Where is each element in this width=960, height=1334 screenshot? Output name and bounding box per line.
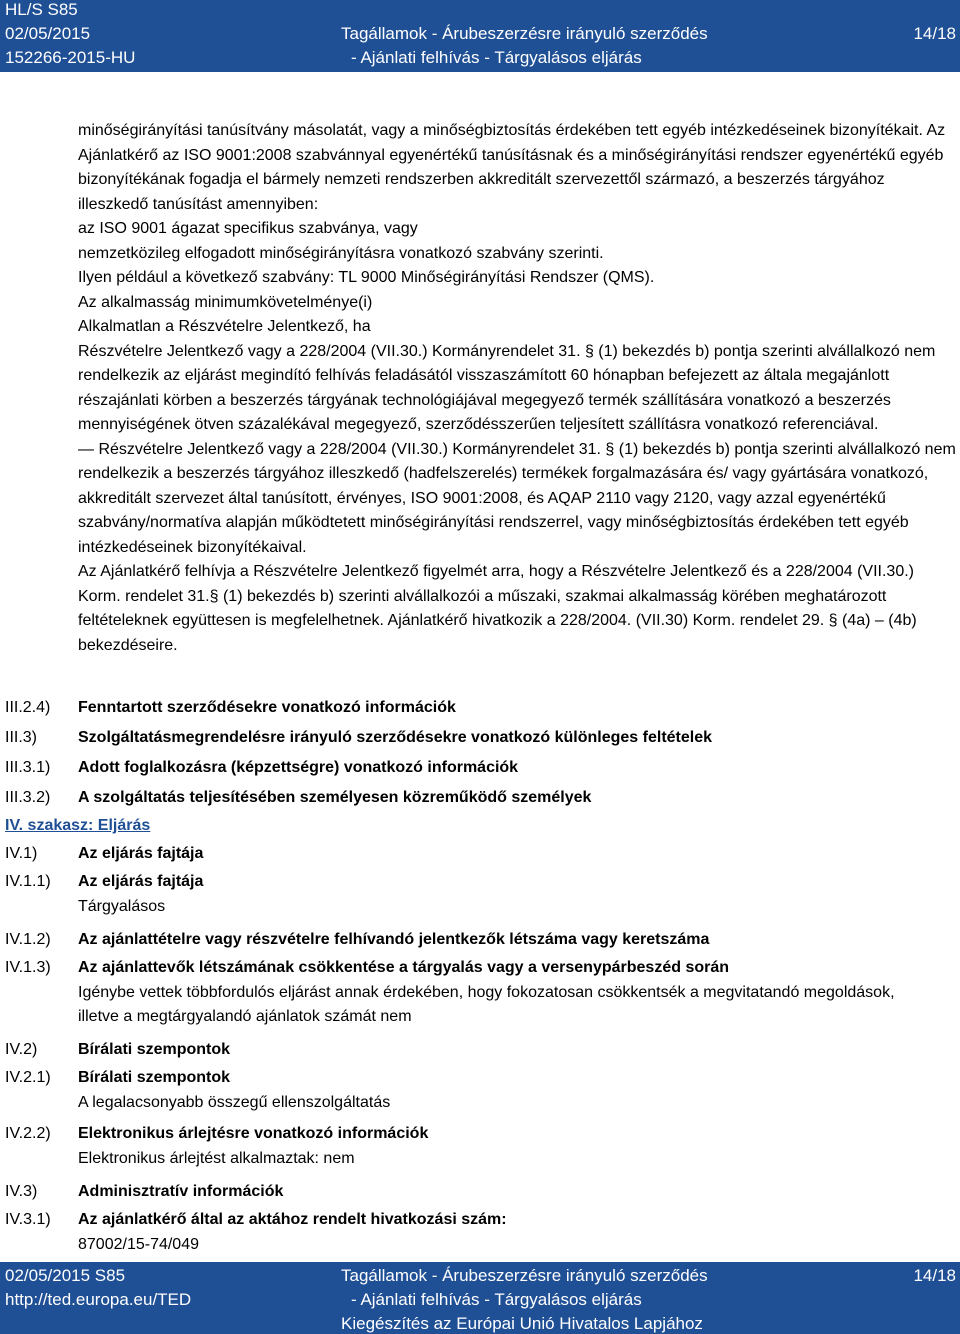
body-paragraph: Az Ajánlatkérő felhívja a Részvételre Jelentkező figyelmét arra, hogy a Részvételre Jelentkező és a 228/2004 (VII.30.) Korm. rendelet 31.§ (1) bekezdés b) szerinti alvállalkozói a műszaki, szakmai alkalmasság körében meghatározott feltételeknek együttesen is megfelelhetnek. Ajánlatkérő hivatkozik a 228/2004. (VII.30) Korm. rendelet 29. § (4a) – (4b) bekezdéseire. (78, 563, 917, 654)
body-paragraph: Részvételre Jelentkező vagy a 228/2004 (VII.30.) Kormányrendelet 31. § (1) bekezdés b) pontja szerinti alvállalkozó nem rendelkezik az eljárást megindító felhívás feladásától visszaszámított 60 hónapban befejezett az általa megajánlott részajánlati körben a beszerzés tárgyának technológiájával megegyező termék szállítására vonatkozó a beszerzés mennyiségének ötven százalékával megegyező, szerződésszerűen teljesített szállításra vonatkozó referenciával. (78, 342, 936, 433)
section-title: Bírálati szempontok (78, 1041, 231, 1058)
page-footer (0, 1262, 960, 1334)
section-row (0, 839, 956, 869)
section-title: Az eljárás fajtája (78, 845, 204, 862)
body-paragraph: — Részvételre Jelentkező vagy a 228/2004 (VII.30.) Kormányrendelet 31. § (1) bekezdés b) pontja szerinti alvállalkozó nem rendelkezik a beszerzés tárgyához illeszkedő (hadfelszerelés) termékek forgalmazására és/ vagy gyártására vonatkozó, akkreditált szervezet által tanúsított, érvényes, ISO 9001:2008, és AQAP 2110 vagy 2120, vagy azzal egyenértékű szabvány/normatíva alapján működtetett minőségirányítási rendszerrel, vagy minőségbiztosítás érdekében tett egyéb intézkedéseinek bizonyítékaival. (78, 440, 956, 556)
section-row (0, 1207, 956, 1233)
section-number: IV.1) (5, 845, 38, 862)
section-number: IV.2.1) (5, 1069, 51, 1086)
footer-title-line1: Tagállamok - Árubeszerzésre irányuló szerződés (341, 1266, 708, 1285)
header-date: 02/05/2015 (5, 24, 91, 43)
section-number: III.2.4) (5, 699, 51, 716)
section-number: IV.2.2) (5, 1125, 51, 1142)
section-title: Szolgáltatásmegrendelésre irányuló szerződésekre vonatkozó különleges feltételek (78, 729, 713, 746)
body-paragraph: minőségirányítási tanúsítvány másolatát, vagy a minőségbiztosítás érdekében tett egyéb intézkedéseinek bizonyítékait. Az Ajánlatkérő az ISO 9001:2008 szabvánnyal egyenértékű tanúsításnak és a minőségirányítási rendszer egyenértékű egyéb bizonyítékának fogadja el bármely nemzeti rendszerben akkreditált szervezettől származó, a beszerzés tárgyához illeszkedő tanúsítást amennyiben: (78, 122, 946, 213)
section-title: Bírálati szempontok (78, 1069, 231, 1086)
section-title: Az ajánlatkérő által az aktához rendelt hivatkozási szám: (78, 1211, 507, 1228)
section-number: IV.1.3) (5, 959, 51, 976)
body-paragraph: nemzetközileg elfogadott minőségirányításra vonatkozó szabvány szerinti. (78, 244, 604, 262)
body-paragraph: Az alkalmasság minimumkövetelménye(i) (78, 293, 373, 311)
section-row (0, 1121, 956, 1147)
footer-title-line2: - Ajánlati felhívás - Tárgyalásos eljárás (351, 1290, 642, 1309)
section-number: III.3.1) (5, 759, 51, 776)
body-paragraph: Alkalmatlan a Részvételre Jelentkező, ha (78, 318, 371, 335)
section-title: Adott foglalkozásra (képzettségre) vonatkozó információk (78, 759, 519, 776)
section-title: Az ajánlattevők létszámának csökkentése a tárgyalás vagy a versenypárbeszéd során (78, 959, 730, 976)
footer-page-number: 14/18 (913, 1266, 956, 1285)
section-row (0, 693, 956, 723)
footer-date-issue: 02/05/2015 S85 (5, 1266, 126, 1285)
body-paragraph: Ilyen például a következő szabvány: TL 9000 Minőségirányítási Rendszer (QMS). (78, 269, 655, 286)
header-title-line1: Tagállamok - Árubeszerzésre irányuló szerződés (341, 24, 708, 43)
section-row (0, 1177, 956, 1207)
section-number: IV.2) (5, 1041, 38, 1058)
header-ref: 152266-2015-HU (5, 48, 136, 67)
section-title: Az eljárás fajtája (78, 873, 204, 890)
section-value: A legalacsonyabb összegű ellenszolgáltatás (78, 1094, 391, 1111)
section-number: IV.3) (5, 1183, 38, 1200)
section-number: IV.1.2) (5, 931, 51, 948)
section-row (0, 783, 956, 813)
header-title-line2: - Ajánlati felhívás - Tárgyalásos eljárás (351, 48, 642, 67)
section-title: Fenntartott szerződésekre vonatkozó információk (78, 699, 456, 716)
section-row (0, 955, 956, 981)
section-value: Igénybe vettek többfordulós eljárást annak érdekében, hogy fokozatosan csökkentsék a megvitatandó megoldások, illetve a megtárgyalandó ajánlatok számát nem (78, 984, 895, 1025)
continued-body-text (78, 119, 956, 658)
header-page-number: 14/18 (913, 24, 956, 43)
page-header (0, 0, 960, 72)
section-row (0, 1065, 956, 1091)
section-row (0, 925, 956, 955)
section-title: Az ajánlattételre vagy részvételre felhívandó jelentkezők létszáma vagy keretszáma (78, 931, 710, 948)
section-row (0, 723, 956, 753)
footer-title-line3: Kiegészítés az Európai Unió Hivatalos Lapjához (341, 1314, 703, 1333)
section-number: IV.1.1) (5, 873, 51, 890)
footer-url[interactable]: http://ted.europa.eu/TED (5, 1290, 192, 1309)
section-title: A szolgáltatás teljesítésében személyesen közreműködő személyek (78, 789, 592, 806)
section-number: III.3.2) (5, 789, 51, 806)
section-title: Elektronikus árlejtésre vonatkozó információk (78, 1125, 429, 1142)
sections-list (0, 693, 956, 1257)
doc-id: HL/S S85 (5, 0, 78, 19)
section-value: 87002/15-74/049 (78, 1236, 199, 1253)
section-number: III.3) (5, 729, 38, 746)
section-row (0, 753, 956, 783)
section-title: Adminisztratív információk (78, 1183, 284, 1200)
section-row (0, 869, 956, 895)
section-number: IV.3.1) (5, 1211, 51, 1228)
body-paragraph: az ISO 9001 ágazat specifikus szabványa, vagy (78, 220, 418, 237)
section-row (0, 1035, 956, 1065)
section-value: Tárgyalásos (78, 898, 166, 915)
part-heading: IV. szakasz: Eljárás (5, 817, 151, 834)
section-value: Elektronikus árlejtést alkalmaztak: nem (78, 1150, 355, 1167)
